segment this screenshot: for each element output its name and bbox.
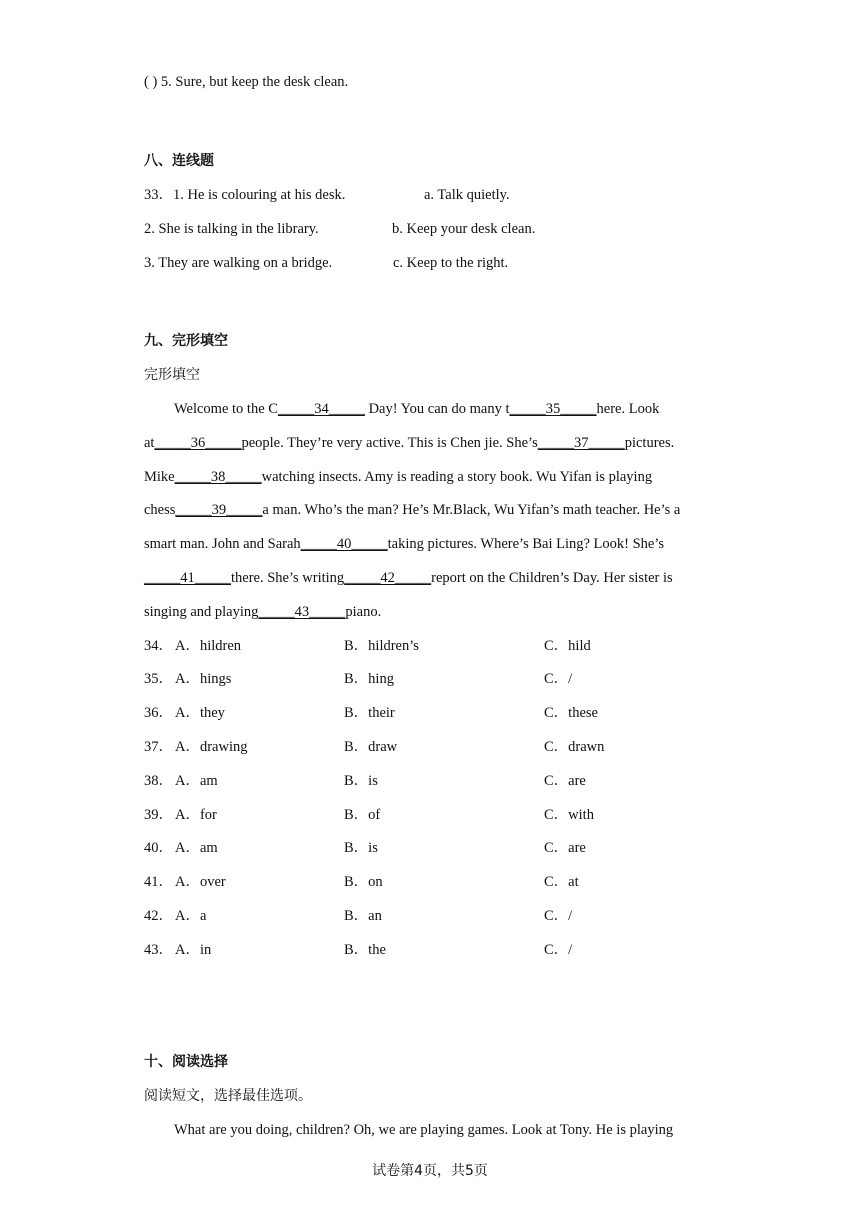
- matching-left-2: 2. She is talking in the library.: [144, 221, 319, 237]
- blank-40: _____40_____: [300, 536, 388, 552]
- option-b: B．the: [344, 942, 386, 958]
- option-c: C．are: [544, 773, 586, 789]
- blank-43: _____43_____: [258, 604, 346, 620]
- option-b: B．hildren’s: [344, 638, 419, 654]
- option-a: A．drawing: [175, 739, 248, 755]
- option-row-number: 39．: [144, 807, 173, 823]
- blank-38: _____38_____: [174, 469, 262, 485]
- passage-line: smart man. John and Sarah_____40_____taking pictures. Where’s Bai Ling? Look! She’s: [144, 536, 665, 552]
- blank-36: _____36_____: [154, 435, 242, 451]
- passage-line: at_____36_____people. They’re very active. This is Chen jie. She’s_____37_____pictures.: [144, 435, 675, 451]
- option-a: A．in: [175, 942, 212, 958]
- option-row-number: 34．: [144, 638, 173, 654]
- option-a: A．hildren: [175, 638, 242, 654]
- blank-37: _____37_____: [537, 435, 625, 451]
- blank-41: _____41_____: [144, 570, 231, 586]
- blank-42: _____42_____: [344, 570, 432, 586]
- option-a: A．hings: [175, 671, 232, 687]
- option-a: A．over: [175, 874, 226, 890]
- option-b: B．draw: [344, 739, 398, 755]
- option-b: B．of: [344, 807, 381, 823]
- option-c: C．these: [544, 705, 598, 721]
- page-footer: 试卷第4页，共5页: [372, 1163, 488, 1179]
- section-10-title: 十、阅读选择: [144, 1054, 228, 1070]
- section-10-instruction: 阅读短文，选择最佳选项。: [144, 1088, 312, 1104]
- reading-passage-start: What are you doing, children? Oh, we are playing games. Look at Tony. He is playing: [174, 1122, 674, 1138]
- option-row-number: 42．: [144, 908, 173, 924]
- option-b: B．hing: [344, 671, 394, 687]
- option-b: B．an: [344, 908, 382, 924]
- option-b: B．is: [344, 773, 378, 789]
- option-b: B．on: [344, 874, 383, 890]
- option-c: C．/: [544, 942, 573, 958]
- option-a: A．for: [175, 807, 217, 823]
- option-b: B．is: [344, 840, 378, 856]
- blank-39: _____39_____: [175, 502, 263, 518]
- option-c: C．are: [544, 840, 586, 856]
- section-8-title: 八、连线题: [144, 153, 214, 169]
- blank-34: _____34_____: [277, 401, 365, 417]
- option-row-number: 40．: [144, 840, 173, 856]
- passage-line: chess_____39_____a man. Who’s the man? He’s Mr.Black, Wu Yifan’s math teacher. He’s a: [144, 502, 681, 518]
- option-c: C．with: [544, 807, 594, 823]
- option-row-number: 36．: [144, 705, 173, 721]
- option-a: A．am: [175, 773, 218, 789]
- matching-left-3: 3. They are walking on a bridge.: [144, 255, 333, 271]
- option-a: A．am: [175, 840, 218, 856]
- option-a: A．they: [175, 705, 225, 721]
- passage-line: Mike_____38_____watching insects. Amy is reading a story book. Wu Yifan is playing: [144, 469, 653, 485]
- question-item-5: ( ) 5. Sure, but keep the desk clean.: [144, 74, 349, 90]
- matching-right-c: c. Keep to the right.: [393, 255, 509, 271]
- option-c: C．/: [544, 671, 573, 687]
- blank-35: _____35_____: [509, 401, 597, 417]
- option-row-number: 37．: [144, 739, 173, 755]
- option-a: A．a: [175, 908, 207, 924]
- option-c: C．hild: [544, 638, 591, 654]
- option-row-number: 38．: [144, 773, 173, 789]
- passage-line: Welcome to the C_____34_____ Day! You can do many t_____35_____here. Look: [174, 401, 660, 417]
- option-c: C．at: [544, 874, 579, 890]
- section-9-subtitle: 完形填空: [144, 367, 200, 383]
- option-row-number: 41．: [144, 874, 173, 890]
- section-9-title: 九、完形填空: [144, 333, 228, 349]
- passage-line: _____41_____there. She’s writing_____42_____report on the Children’s Day. Her sister is: [144, 570, 673, 586]
- passage-line: singing and playing_____43_____piano.: [144, 604, 382, 620]
- option-c: C．drawn: [544, 739, 605, 755]
- matching-right-a: a. Talk quietly.: [424, 187, 510, 203]
- option-b: B．their: [344, 705, 395, 721]
- option-row-number: 43．: [144, 942, 173, 958]
- option-c: C．/: [544, 908, 573, 924]
- matching-left-1: 33．1. He is colouring at his desk.: [144, 187, 346, 203]
- option-row-number: 35．: [144, 671, 173, 687]
- matching-right-b: b. Keep your desk clean.: [392, 221, 536, 237]
